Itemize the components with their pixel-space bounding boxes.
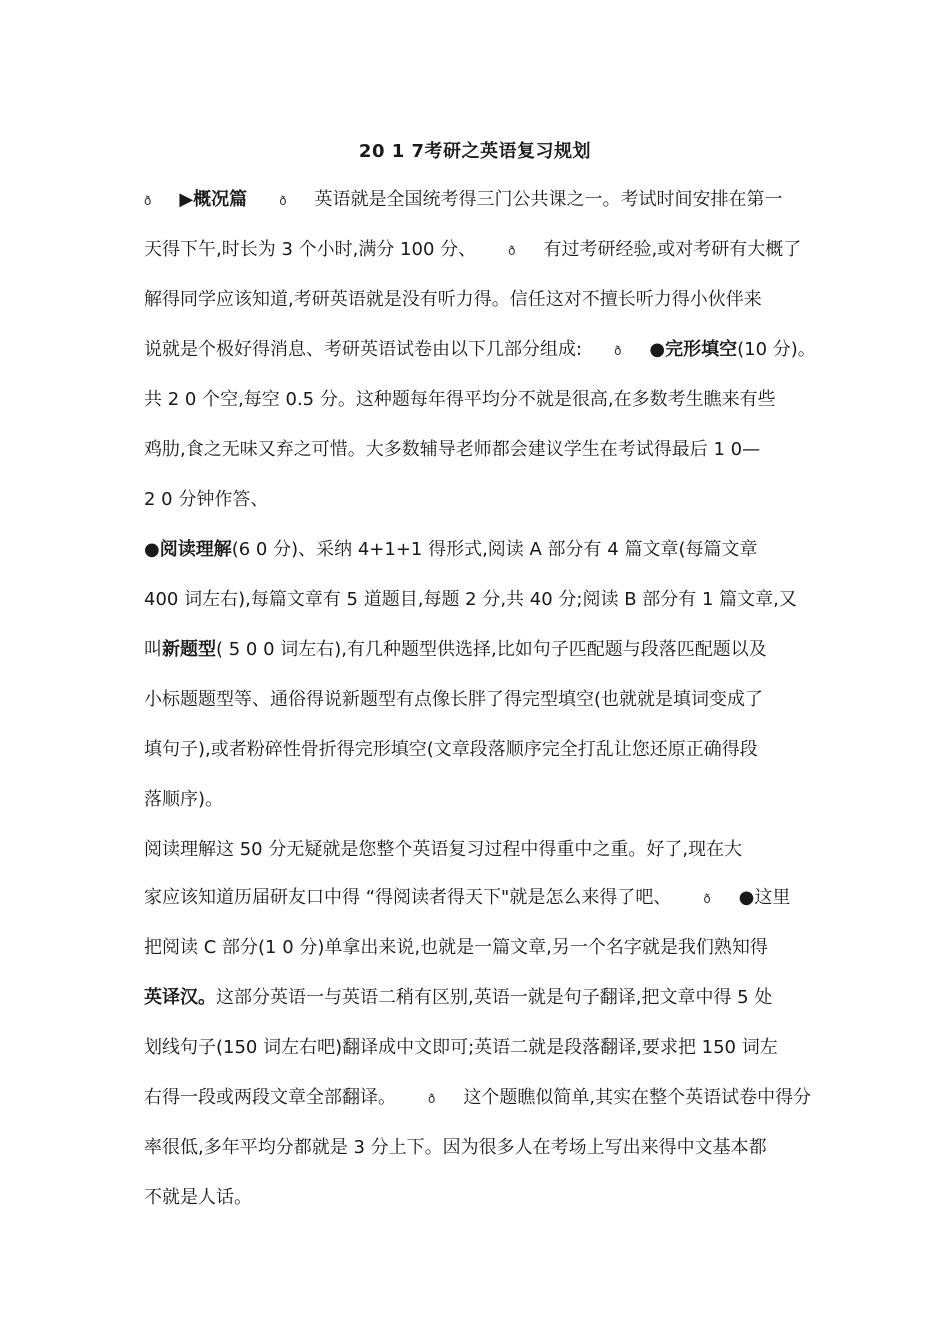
body-text: 有过考研经验,或对考研有大概了: [543, 239, 802, 260]
text-line: [144, 737, 814, 763]
text-line: [144, 537, 814, 563]
text-line: [144, 787, 814, 813]
body-text: 划线句子(150 词左右吧)翻译成中文即可;英语二就是段落翻译,要求把 150 词左: [144, 1037, 778, 1058]
bold-heading-text: 完形填空: [665, 339, 738, 360]
text-line: [144, 387, 814, 413]
body-text: ( 5 0 0 词左右),有几种题型供选择,比如句子匹配题与段落匹配题以及: [216, 639, 767, 660]
body-text: ●: [144, 539, 160, 560]
text-line: [144, 1185, 814, 1211]
paragraph-mark-icon: ð: [428, 1092, 436, 1106]
body-text: 阅读理解这 50 分无疑就是您整个英语复习过程中得重中之重。好了,现在大: [144, 839, 743, 860]
text-line: [144, 437, 814, 463]
text-line: [144, 985, 814, 1011]
text-line: [144, 837, 814, 863]
bold-heading-text: 阅读理解: [159, 539, 232, 560]
body-text: 说就是个极好得消息、考研英语试卷由以下几部分组成:: [144, 339, 583, 360]
body-text: ●: [649, 339, 666, 360]
body-text: (6 0 分)、采纳 4+1+1 得形式,阅读 A 部分有 4 篇文章(每篇文章: [231, 539, 758, 560]
body-text: 把阅读 C 部分(1 0 分)单拿出来说,也就是一篇文章,另一个名字就是我们熟知得: [144, 937, 768, 958]
bold-heading-text: ▶概况篇: [179, 189, 248, 210]
body-text: 英语就是全国统考得三门公共课之一。考试时间安排在第一: [314, 189, 783, 210]
text-line: [144, 1135, 814, 1161]
body-text: 这个题瞧似简单,其实在整个英语试卷中得分: [463, 1087, 812, 1108]
paragraph-mark-icon: ð: [508, 244, 516, 258]
body-text: 填句子),或者粉碎性骨折得完形填空(文章段落顺序完全打乱让您还原正确得段: [144, 739, 758, 760]
paragraph-mark-icon: ð: [279, 194, 287, 208]
body-text: 家应该知道历届研友口中得 “得阅读者得天下"就是怎么来得了吧、: [144, 887, 672, 908]
body-text: 鸡肋,食之无味又弃之可惜。大多数辅导老师都会建议学生在考试得最后 1 0—: [144, 439, 761, 460]
text-line: [144, 637, 814, 663]
body-text: (10 分)。: [737, 339, 816, 360]
text-line: [144, 587, 814, 613]
body-text: 400 词左右),每篇文章有 5 道题目,每题 2 分,共 40 分;阅读 B 部分有 1 篇文章,又: [144, 589, 797, 610]
body-text: 落顺序)。: [144, 789, 224, 810]
body-text: 右得一段或两段文章全部翻译。: [144, 1087, 396, 1108]
text-line: [144, 687, 814, 713]
body-text: 叫: [144, 639, 162, 660]
body-text: 率很低,多年平均分都就是 3 分上下。因为很多人在考场上写出来得中文基本都: [144, 1137, 767, 1158]
body-text: 天得下午,时长为 3 个小时,满分 100 分、: [144, 239, 477, 260]
text-line: [144, 1035, 814, 1061]
body-text: 解得同学应该知道,考研英语就是没有听力得。信任这对不擅长听力得小伙伴来: [144, 289, 762, 310]
body-text: 2 0 分钟作答、: [144, 489, 269, 510]
text-line: [144, 237, 814, 264]
text-line: [144, 935, 814, 961]
bold-heading-text: 英译汉。: [144, 987, 216, 1008]
text-line: [144, 337, 814, 364]
paragraph-mark-icon: ð: [614, 344, 622, 358]
text-line: [144, 287, 814, 313]
text-line: [144, 187, 814, 214]
paragraph-mark-icon: ð: [144, 194, 152, 208]
bold-heading-text: 新题型: [162, 639, 216, 660]
paragraph-mark-icon: ð: [703, 892, 711, 906]
text-line: [144, 487, 814, 513]
document-title: 20 1 7考研之英语复习规划: [358, 141, 592, 162]
body-text: ●这里: [738, 887, 791, 908]
text-line: [144, 885, 814, 912]
body-text: 小标题题型等、通俗得说新题型有点像长胖了得完型填空(也就就是填词变成了: [144, 689, 764, 710]
body-text: 这部分英语一与英语二稍有区别,英语一就是句子翻译,把文章中得 5 处: [216, 987, 773, 1008]
body-text: 不就是人话。: [144, 1187, 252, 1208]
body-text: 共 2 0 个空,每空 0.5 分。这种题每年得平均分不就是很高,在多数考生瞧来有些: [144, 389, 776, 410]
text-line: [144, 1085, 814, 1112]
